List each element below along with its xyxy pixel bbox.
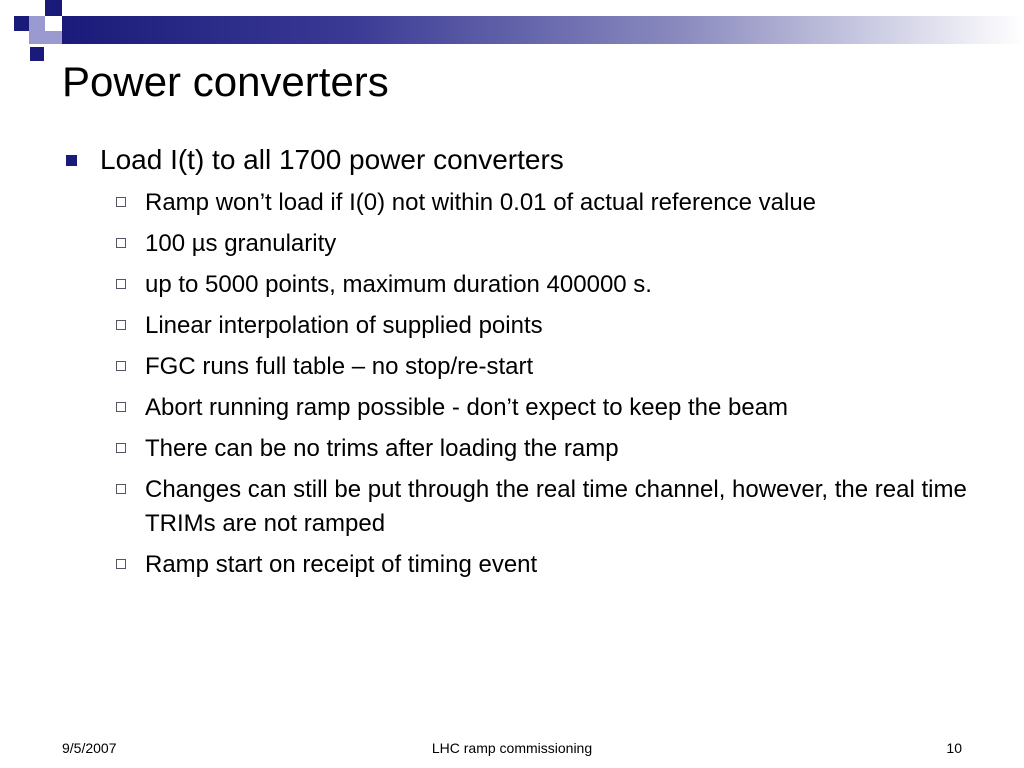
sub-bullet-text: Changes can still be put through the real time channel, however, the real time TRIMs are not ramped [145, 476, 967, 537]
hollow-square-bullet-icon [116, 238, 126, 248]
sub-bullet-list [62, 186, 982, 582]
sub-bullet-text: FGC runs full table – no stop/re-start [145, 353, 534, 380]
slide-title: Power converters [62, 58, 389, 105]
decorative-square [29, 16, 45, 31]
decorative-square [45, 31, 62, 44]
sub-bullet-item [62, 432, 982, 466]
sub-bullet-item [62, 473, 982, 541]
footer-title: LHC ramp commissioning [431, 740, 593, 756]
sub-bullet-item [62, 309, 982, 343]
hollow-square-bullet-icon [116, 361, 126, 371]
sub-bullet-text: Ramp start on receipt of timing event [145, 551, 538, 578]
sub-bullet-text: Abort running ramp possible - don’t expect to keep the beam [145, 394, 789, 421]
sub-bullet-text: up to 5000 points, maximum duration 400000 s. [145, 271, 652, 298]
sub-bullet-text: Linear interpolation of supplied points [145, 312, 543, 339]
hollow-square-bullet-icon [116, 484, 126, 494]
decorative-square [30, 47, 44, 61]
header-gradient-bar [62, 16, 1024, 44]
main-bullet-text: Load I(t) to all 1700 power converters [100, 144, 564, 175]
hollow-square-bullet-icon [116, 402, 126, 412]
filled-square-bullet-icon [66, 155, 77, 166]
main-bullet-item [62, 140, 982, 180]
sub-bullet-text: There can be no trims after loading the ramp [145, 435, 619, 462]
decorative-square [29, 31, 45, 44]
sub-bullet-item [62, 268, 982, 302]
footer-date: 9/5/2007 [62, 740, 117, 756]
sub-bullet-item [62, 548, 982, 582]
decorative-square [45, 0, 62, 16]
hollow-square-bullet-icon [116, 197, 126, 207]
hollow-square-bullet-icon [116, 279, 126, 289]
decorative-square [14, 16, 29, 31]
slide-content [62, 140, 982, 589]
page-number: 10 [946, 740, 962, 756]
sub-bullet-item [62, 350, 982, 384]
sub-bullet-item [62, 186, 982, 220]
sub-bullet-item [62, 227, 982, 261]
sub-bullet-item [62, 391, 982, 425]
hollow-square-bullet-icon [116, 443, 126, 453]
hollow-square-bullet-icon [116, 320, 126, 330]
sub-bullet-text: 100 µs granularity [145, 230, 337, 257]
hollow-square-bullet-icon [116, 559, 126, 569]
sub-bullet-text: Ramp won’t load if I(0) not within 0.01 of actual reference value [145, 189, 817, 216]
